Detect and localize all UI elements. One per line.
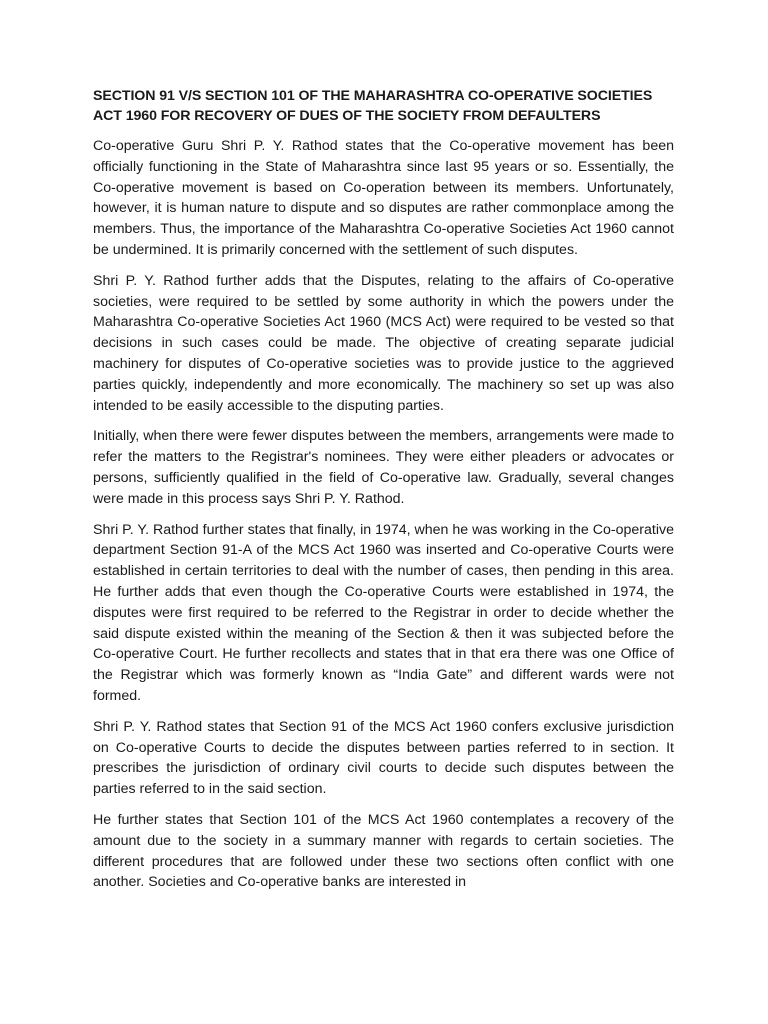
paragraph-3: Initially, when there were fewer disputes between the members, arrangements were made to refer the matters to the Registrar's nominees. They were either pleaders or advocates or persons, sufficiently qualified in the field of Co-operative law. Gradually, several changes were made in this process says Shri P. Y. Rathod. bbox=[93, 428, 674, 507]
paragraph-6: He further states that Section 101 of the MCS Act 1960 contemplates a recovery of the amount due to the society in a summary manner with regards to certain societies. The different procedures that are followed under these two sections often conflict with one another. Societies and Co-operative banks are interested in bbox=[93, 811, 674, 891]
paragraph-5: Shri P. Y. Rathod states that Section 91 of the MCS Act 1960 confers exclusive jurisdiction on Co-operative Courts to decide the disputes between parties referred to in section. It prescribes the jurisdiction of ordinary civil courts to decide such disputes between the parties referred to in the said section. bbox=[93, 718, 674, 798]
paragraph-1: Co-operative Guru Shri P. Y. Rathod states that the Co-operative movement has been officially functioning in the State of Maharashtra since last 95 years or so. Essentially, the Co-operative movement is based on Co-operation between its members. Unfortunately, however, it is human nature to dispute and so disputes are rather commonplace among the members. Thus, the importance of the Maharashtra Co-operative Societies Act 1960 cannot be undermined. It is primarily concerned with the settlement of such disputes. bbox=[93, 138, 674, 258]
document-page bbox=[93, 86, 674, 903]
document-title: SECTION 91 V/S SECTION 101 OF THE MAHARASHTRA CO-OPERATIVE SOCIETIES ACT 1960 FOR RECOVERY OF DUES OF THE SOCIETY FROM DEFAULTERS bbox=[93, 88, 653, 124]
paragraph-4: Shri P. Y. Rathod further states that finally, in 1974, when he was working in the Co-operative department Section 91-A of the MCS Act 1960 was inserted and Co-operative Courts were established in certain territories to deal with the number of cases, then pending in this area. He further adds that even though the Co-operative Courts were established in 1974, the disputes were first required to be referred to the Registrar in order to decide whether the said dispute existed within the meaning of the Section & then it was subjected before the Co-operative Court. He further recollects and states that in that era there was one Office of the Registrar which was formerly known as “India Gate” and different wards were not formed. bbox=[93, 521, 674, 704]
paragraph-2: Shri P. Y. Rathod further adds that the Disputes, relating to the affairs of Co-operative societies, were required to be settled by some authority in which the powers under the Maharashtra Co-operative Societies Act 1960 (MCS Act) were required to be vested so that decisions in such cases could be made. The objective of creating separate judicial machinery for disputes of Co-operative societies was to provide justice to the aggrieved parties quickly, independently and more economically. The machinery so set up was also intended to be easily accessible to the disputing parties. bbox=[93, 272, 674, 414]
